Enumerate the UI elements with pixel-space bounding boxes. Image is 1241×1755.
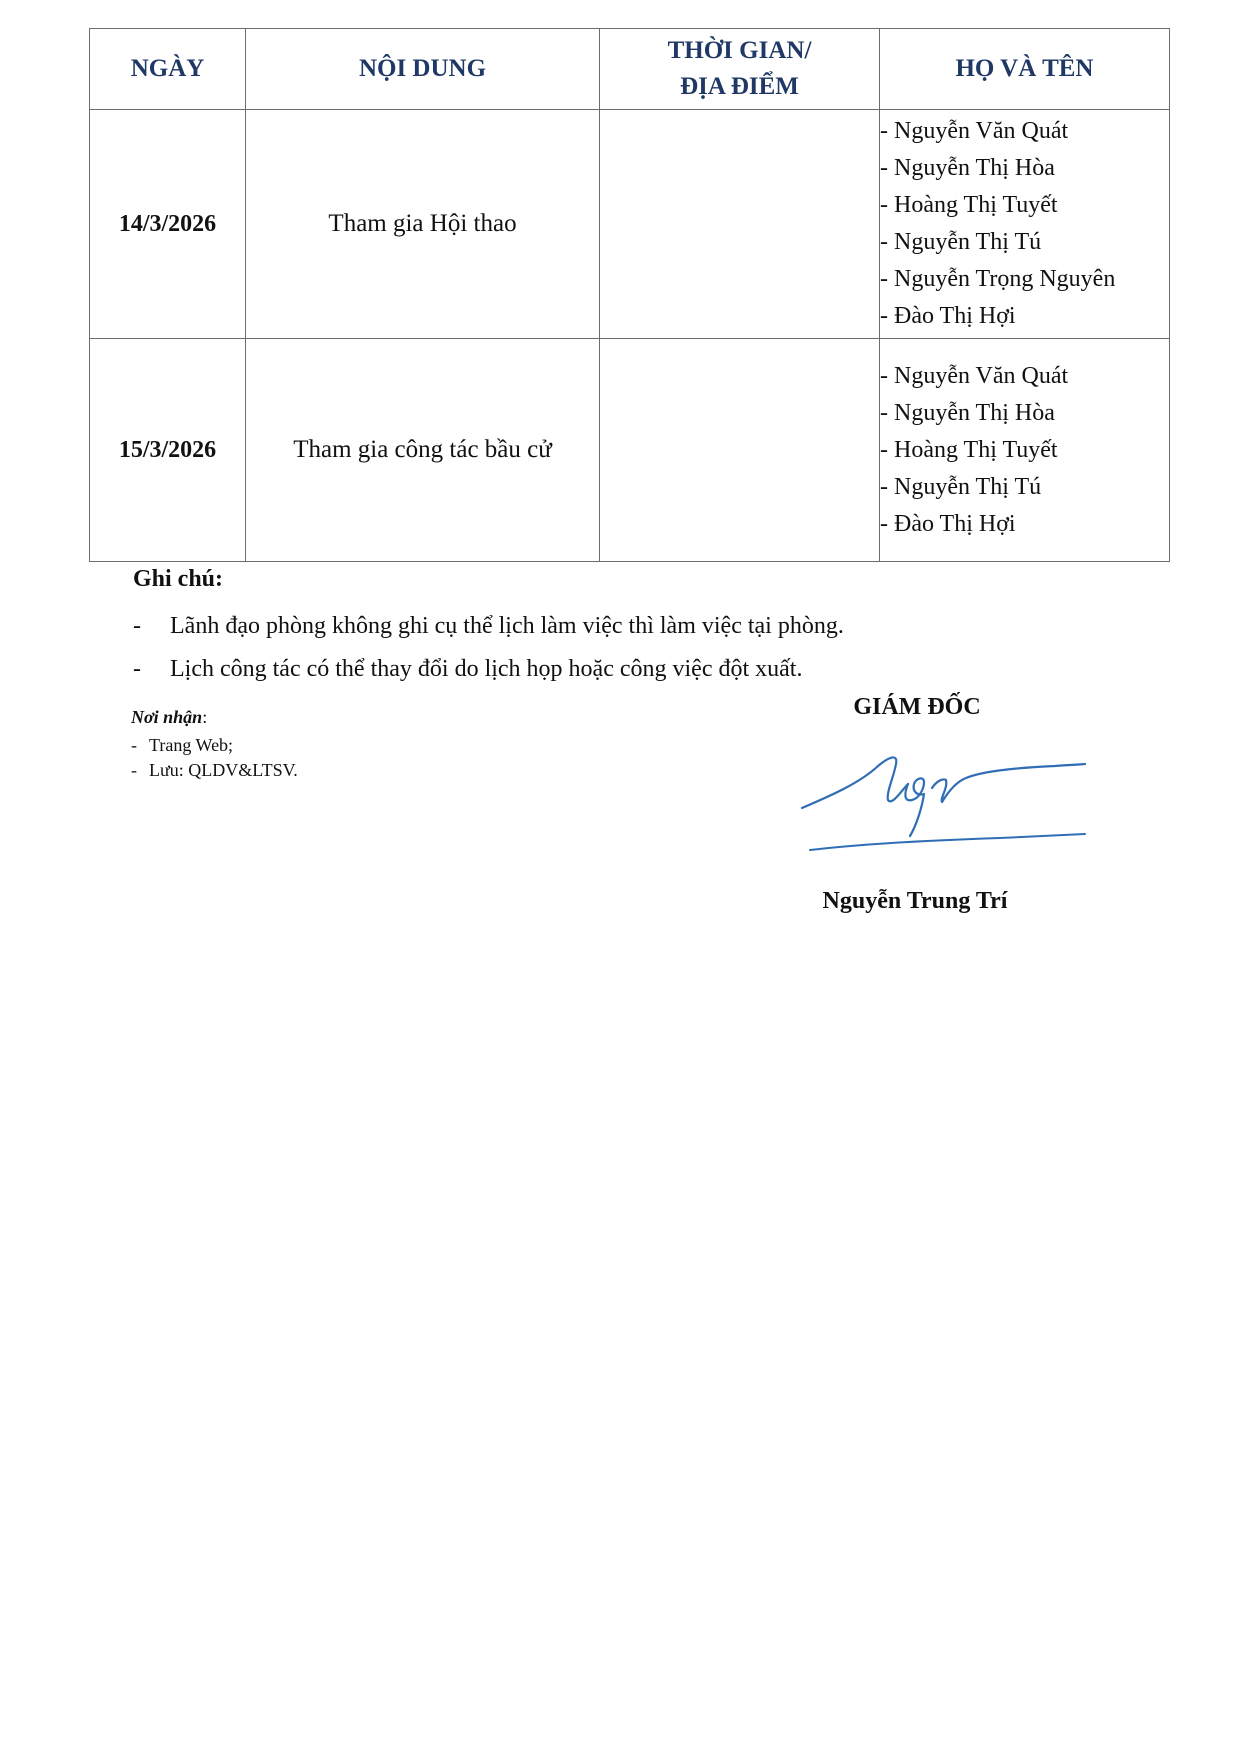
recipients-list	[131, 733, 298, 783]
name-item: - Nguyễn Văn Quát	[880, 118, 1069, 144]
name-item: - Hoàng Thị Tuyết	[880, 436, 1058, 463]
name-list	[880, 113, 1169, 335]
recipients-label: Nơi nhận	[131, 707, 203, 727]
table-row	[90, 110, 1170, 339]
name-item: - Đào Thị Hợi	[880, 303, 1016, 329]
table-header-row	[90, 29, 1170, 110]
row-names	[880, 110, 1170, 339]
row-time-place	[600, 339, 880, 562]
row-names	[880, 339, 1170, 562]
header-place: ĐỊA ĐIỂM	[680, 73, 799, 100]
recipient-item	[131, 758, 298, 783]
recipient-bullet: -	[131, 735, 137, 755]
name-item: - Nguyễn Thị Tú	[880, 229, 1042, 255]
recipient-text: Lưu: QLDV&LTSV.	[149, 760, 298, 780]
recipients-colon: :	[202, 707, 208, 727]
recipients-title	[131, 707, 207, 728]
row-content: Tham gia công tác bầu cử	[246, 339, 600, 562]
name-item: - Nguyễn Thị Hòa	[880, 155, 1055, 181]
note-bullet: -	[133, 613, 141, 639]
header-names: HỌ VÀ TÊN	[880, 29, 1170, 110]
note-text: Lãnh đạo phòng không ghi cụ thể lịch làm việc thì làm việc tại phòng.	[170, 613, 844, 639]
row-content: Tham gia Hội thao	[246, 110, 600, 339]
note-bullet: -	[133, 656, 141, 682]
handwritten-signature	[800, 748, 1090, 864]
header-content: NỘI DUNG	[246, 29, 600, 110]
name-item: - Hoàng Thị Tuyết	[880, 192, 1058, 218]
recipient-text: Trang Web;	[149, 735, 234, 755]
signature-strokes	[802, 757, 1085, 850]
header-date: NGÀY	[90, 29, 246, 110]
header-time-place	[600, 29, 880, 110]
row-date: 14/3/2026	[90, 110, 246, 339]
signer-name: Nguyễn Trung Trí	[822, 888, 1008, 914]
note-text: Lịch công tác có thể thay đổi do lịch họp hoặc công việc đột xuất.	[170, 656, 803, 682]
note-item	[133, 605, 844, 648]
row-time-place	[600, 110, 880, 339]
name-item: - Nguyễn Trọng Nguyên	[880, 266, 1116, 292]
header-time: THỜI GIAN/	[667, 37, 812, 64]
name-item: - Nguyễn Thị Hòa	[880, 399, 1055, 426]
notes-list	[133, 605, 844, 691]
name-item: - Nguyễn Thị Tú	[880, 473, 1042, 500]
notes-title: Ghi chú:	[133, 566, 224, 592]
note-item	[133, 648, 844, 691]
recipient-item	[131, 733, 298, 758]
signer-title: GIÁM ĐỐC	[853, 694, 981, 720]
name-item: - Nguyễn Văn Quát	[880, 362, 1069, 389]
schedule-table	[89, 28, 1170, 562]
name-item: - Đào Thị Hợi	[880, 510, 1016, 537]
name-list	[880, 358, 1169, 543]
recipient-bullet: -	[131, 760, 137, 780]
row-date: 15/3/2026	[90, 339, 246, 562]
table-row	[90, 339, 1170, 562]
